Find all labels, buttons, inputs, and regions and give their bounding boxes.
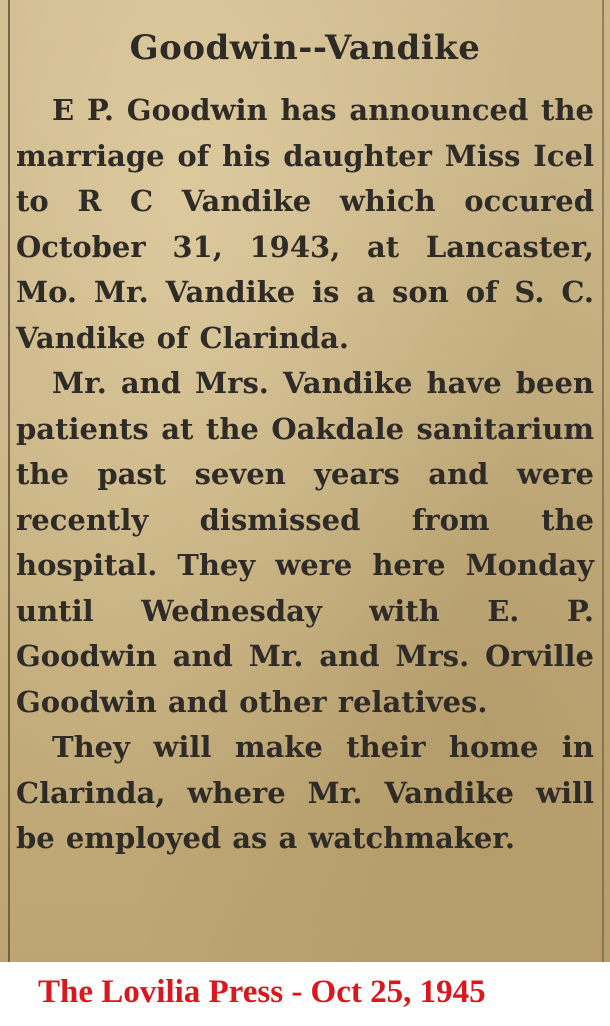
source-caption: The Lovilia Press - Oct 25, 1945 bbox=[38, 974, 486, 1010]
article-headline: Goodwin--Vandike bbox=[129, 28, 481, 68]
article-paragraph: Mr. and Mrs. Vandike have been patients at the Oakdale sanitarium the past seven years and were recently dismissed from the hospital. They were here Monday until Wednesday with E. P. Goodwin and Mr. and Mrs. Orville Goodwin and other relatives. bbox=[16, 366, 594, 719]
article-paragraph: They will make their home in Clarinda, where Mr. Vandike will be employed as a watchmaker. bbox=[16, 730, 594, 855]
article-body bbox=[16, 88, 594, 862]
column-rule-left bbox=[8, 0, 10, 962]
column-rule-right bbox=[602, 0, 604, 962]
article-paragraph: E P. Goodwin has announced the marriage of his daughter Miss Icel to R C Vandike which occured October 31, 1943, at Lancaster, Mo. Mr. Vandike is a son of S. C. Vandike of Clarinda. bbox=[16, 93, 594, 355]
